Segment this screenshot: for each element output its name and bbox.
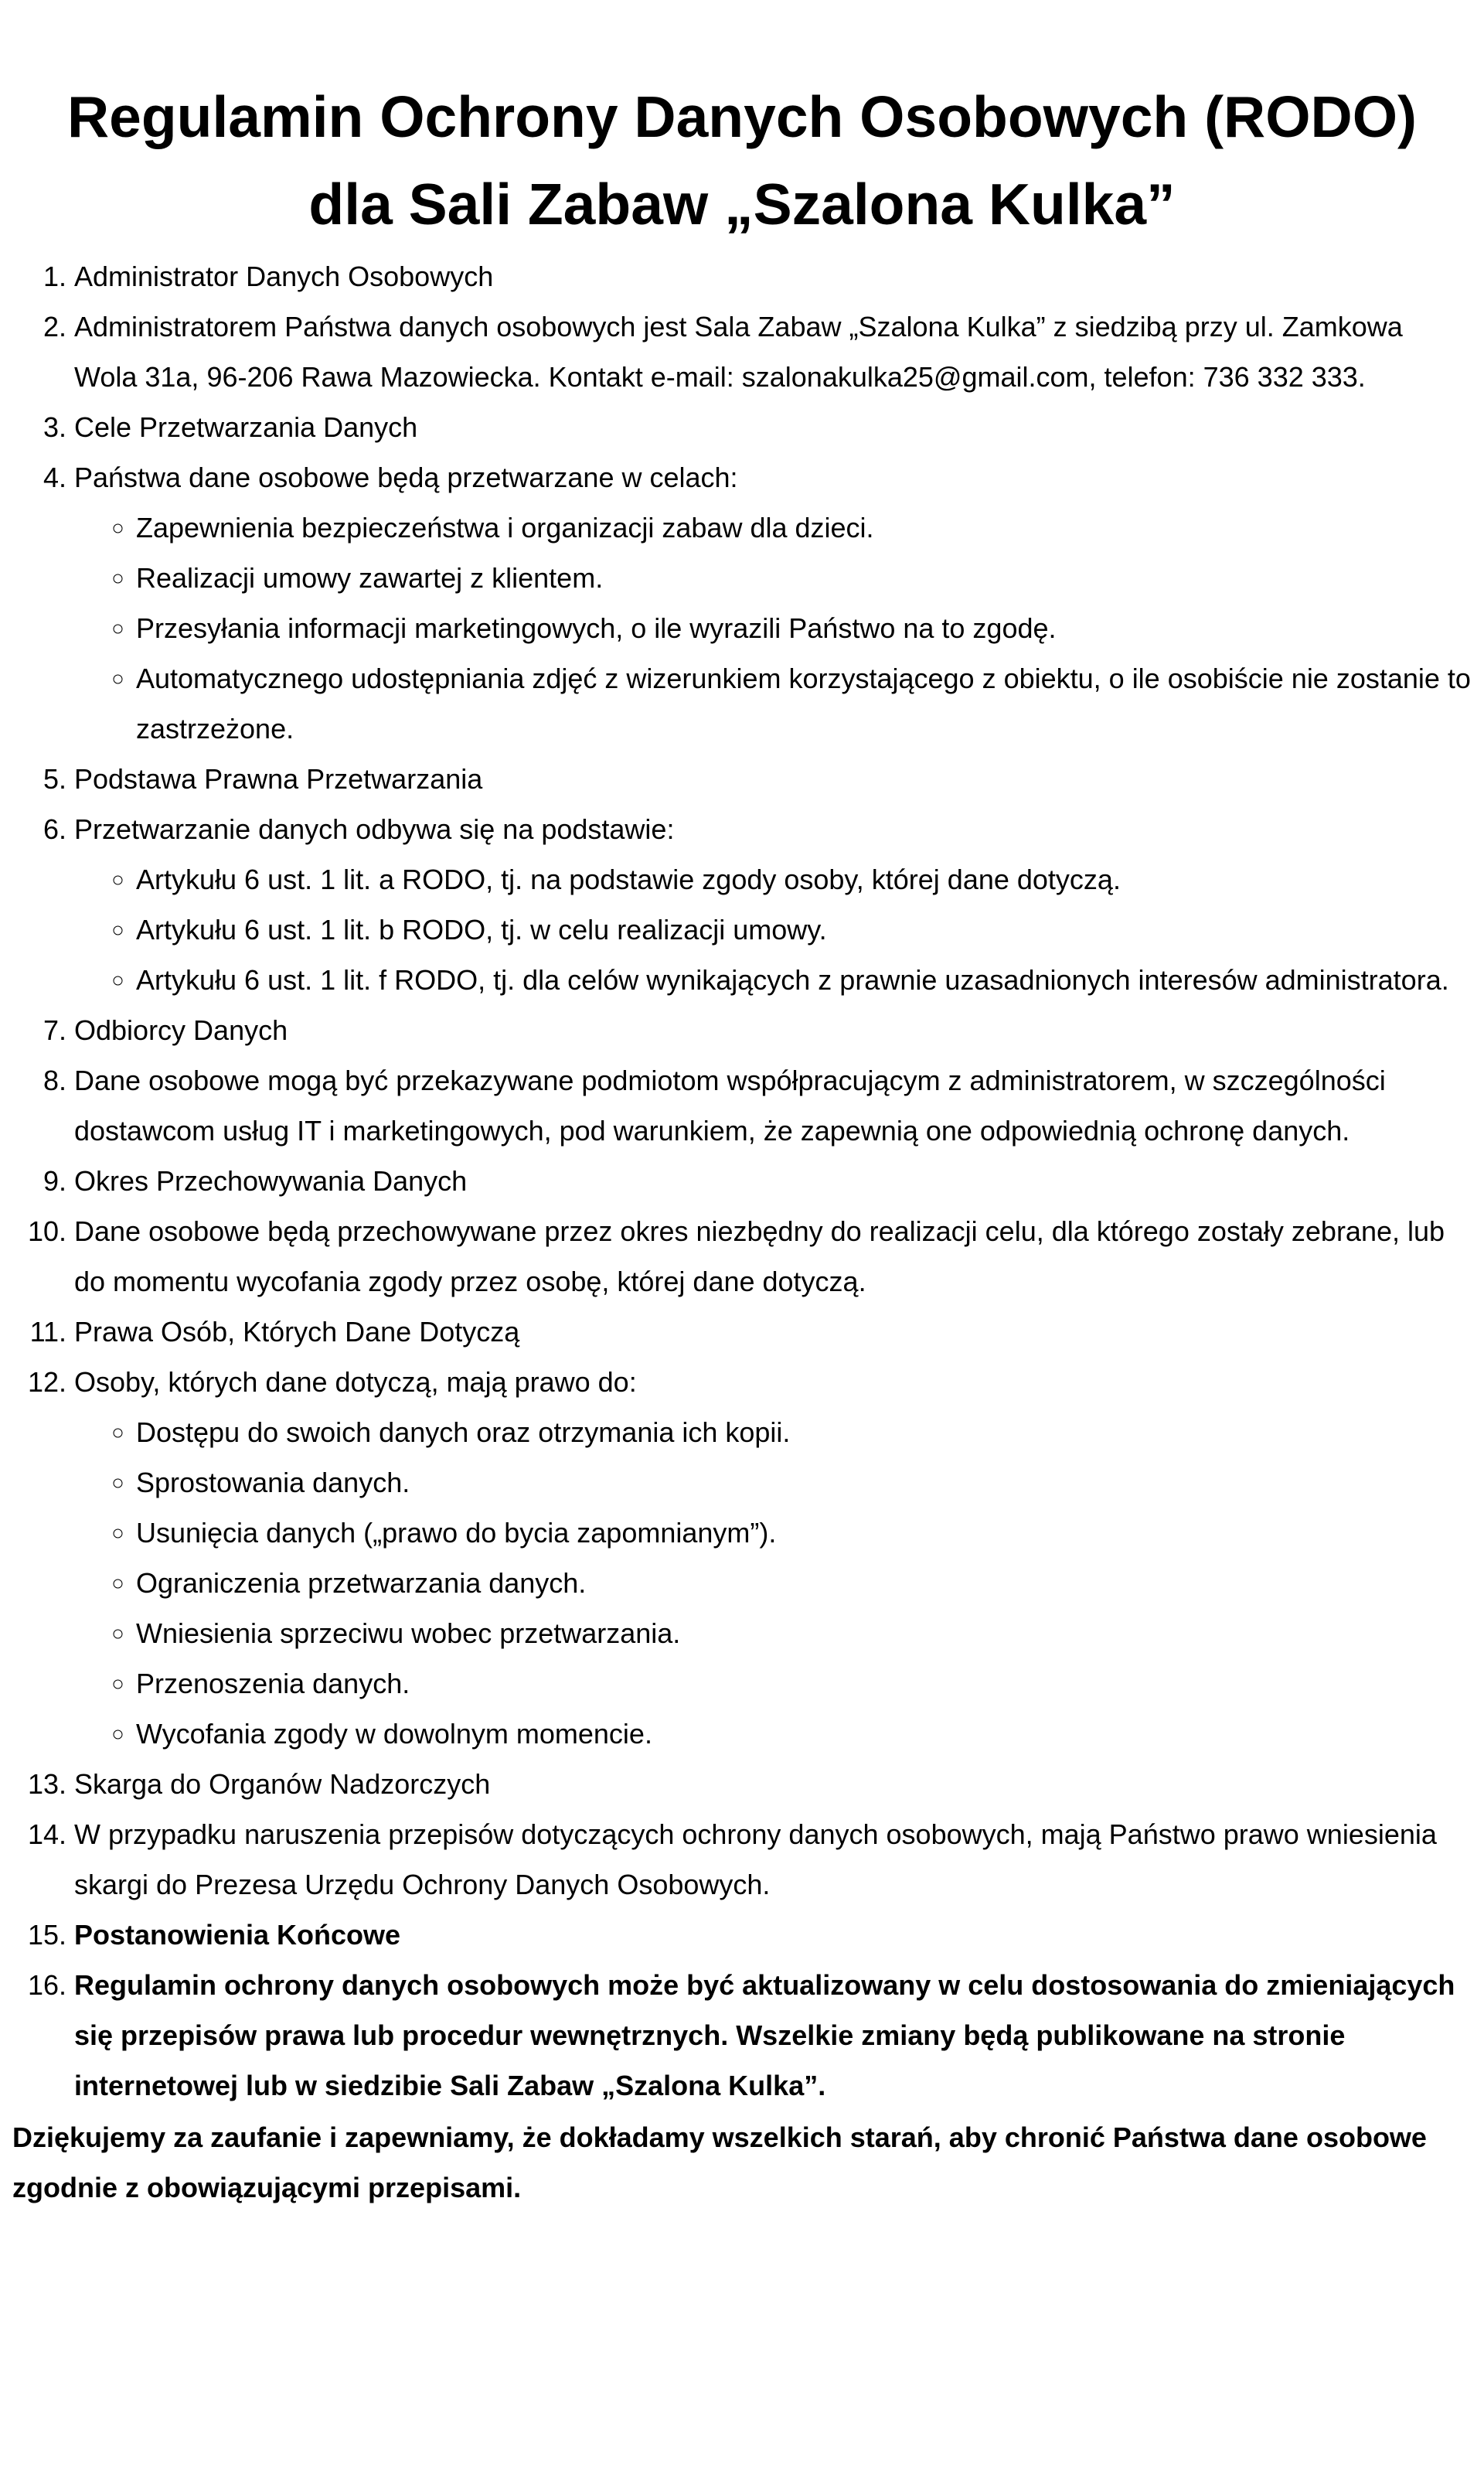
list-item bbox=[74, 1759, 1472, 1809]
document-title-line-2: dla Sali Zabaw „Szalona Kulka” bbox=[308, 172, 1176, 237]
sub-list-item: ◦ Wniesienia sprzeciwu wobec przetwarzania. bbox=[136, 1608, 1472, 1658]
list-item-text: Administrator Danych Osobowych bbox=[74, 261, 494, 292]
list-item bbox=[74, 1307, 1472, 1357]
list-item bbox=[74, 754, 1472, 804]
sub-list-item: ◦ Usunięcia danych („prawo do bycia zapomnianym”). bbox=[136, 1508, 1472, 1558]
sub-list-item: ◦ Artykułu 6 ust. 1 lit. f RODO, tj. dla celów wynikających z prawnie uzasadnionych interesów administratora. bbox=[136, 955, 1472, 1005]
list-item-text: Przetwarzanie danych odbywa się na podstawie: bbox=[74, 813, 675, 845]
closing-paragraph: Dziękujemy za zaufanie i zapewniamy, że dokładamy wszelkich starań, aby chronić Państwa dane osobowe zgodnie z obowiązującymi przepisami. bbox=[12, 2121, 1427, 2203]
list-item bbox=[74, 251, 1472, 302]
list-item-text: Skarga do Organów Nadzorczych bbox=[74, 1768, 491, 1800]
sub-list-item: ◦ Artykułu 6 ust. 1 lit. a RODO, tj. na podstawie zgody osoby, której dane dotyczą. bbox=[136, 854, 1472, 905]
list-item-text: Prawa Osób, Których Dane Dotyczą bbox=[74, 1316, 520, 1348]
sub-list-item: ◦ Dostępu do swoich danych oraz otrzymania ich kopii. bbox=[136, 1407, 1472, 1457]
list-item bbox=[74, 1357, 1472, 1759]
list-item bbox=[74, 1005, 1472, 1055]
sub-list-item: ◦ Artykułu 6 ust. 1 lit. b RODO, tj. w celu realizacji umowy. bbox=[136, 905, 1472, 955]
list-item-text: Dane osobowe będą przechowywane przez okres niezbędny do realizacji celu, dla którego zostały zebrane, lub do momentu wycofania zgody przez osobę, której dane dotyczą. bbox=[74, 1215, 1445, 1297]
sub-bullet-list bbox=[74, 503, 1472, 754]
list-item-text: Okres Przechowywania Danych bbox=[74, 1165, 468, 1197]
list-item bbox=[74, 1206, 1472, 1307]
list-item bbox=[74, 1156, 1472, 1206]
list-item-text: Podstawa Prawna Przetwarzania bbox=[74, 763, 483, 795]
rodo-numbered-list bbox=[12, 251, 1472, 2111]
list-item bbox=[74, 302, 1472, 402]
sub-list-item: ◦ Ograniczenia przetwarzania danych. bbox=[136, 1558, 1472, 1608]
list-item-text: Cele Przetwarzania Danych bbox=[74, 411, 418, 443]
sub-list-item: ◦ Sprostowania danych. bbox=[136, 1457, 1472, 1508]
list-item-text: Osoby, których dane dotyczą, mają prawo do: bbox=[74, 1366, 637, 1398]
list-item-text: Państwa dane osobowe będą przetwarzane w celach: bbox=[74, 462, 738, 493]
list-item bbox=[74, 1809, 1472, 1910]
sub-list-item: ◦ Przesyłania informacji marketingowych, o ile wyrazili Państwo na to zgodę. bbox=[136, 603, 1472, 653]
list-item-text: Postanowienia Końcowe bbox=[74, 1919, 401, 1951]
list-item-text: W przypadku naruszenia przepisów dotyczących ochrony danych osobowych, mają Państwo prawo wniesienia skargi do Prezesa Urzędu Ochrony Danych Osobowych. bbox=[74, 1818, 1437, 1900]
list-item bbox=[74, 402, 1472, 452]
sub-list-item: ◦ Automatycznego udostępniania zdjęć z wizerunkiem korzystającego z obiektu, o ile osobiście nie zostanie to zastrzeżone. bbox=[136, 653, 1472, 754]
list-item-text: Regulamin ochrony danych osobowych może być aktualizowany w celu dostosowania do zmieniających się przepisów prawa lub procedur wewnętrznych. Wszelkie zmiany będą publikowane na stronie internetowej lub w siedzibie Sali Zabaw „Szalona Kulka”. bbox=[74, 1969, 1455, 2101]
sub-list-item: ◦ Zapewnienia bezpieczeństwa i organizacji zabaw dla dzieci. bbox=[136, 503, 1472, 553]
list-item bbox=[74, 1055, 1472, 1156]
sub-list-item: ◦ Realizacji umowy zawartej z klientem. bbox=[136, 553, 1472, 603]
sub-list-item: ◦ Wycofania zgody w dowolnym momencie. bbox=[136, 1709, 1472, 1759]
list-item bbox=[74, 452, 1472, 754]
list-item bbox=[74, 1910, 1472, 1960]
document-title bbox=[12, 73, 1472, 248]
list-item-text: Dane osobowe mogą być przekazywane podmiotom współpracującym z administratorem, w szczególności dostawcom usług IT i marketingowych, pod warunkiem, że zapewnią one odpowiednią ochronę danych. bbox=[74, 1065, 1386, 1147]
list-item-text: Administratorem Państwa danych osobowych jest Sala Zabaw „Szalona Kulka” z siedzibą przy ul. Zamkowa Wola 31a, 96-206 Rawa Mazowiecka. Kontakt e-mail: szalonakulka25@gmail.com, telefon: 736 332 333. bbox=[74, 311, 1403, 393]
sub-bullet-list bbox=[74, 1407, 1472, 1759]
list-item bbox=[74, 1960, 1472, 2111]
sub-bullet-list bbox=[74, 854, 1472, 1005]
sub-list-item: ◦ Przenoszenia danych. bbox=[136, 1658, 1472, 1709]
list-item-text: Odbiorcy Danych bbox=[74, 1014, 288, 1046]
document-title-line-1: Regulamin Ochrony Danych Osobowych (RODO) bbox=[66, 84, 1418, 149]
list-item bbox=[74, 804, 1472, 1005]
